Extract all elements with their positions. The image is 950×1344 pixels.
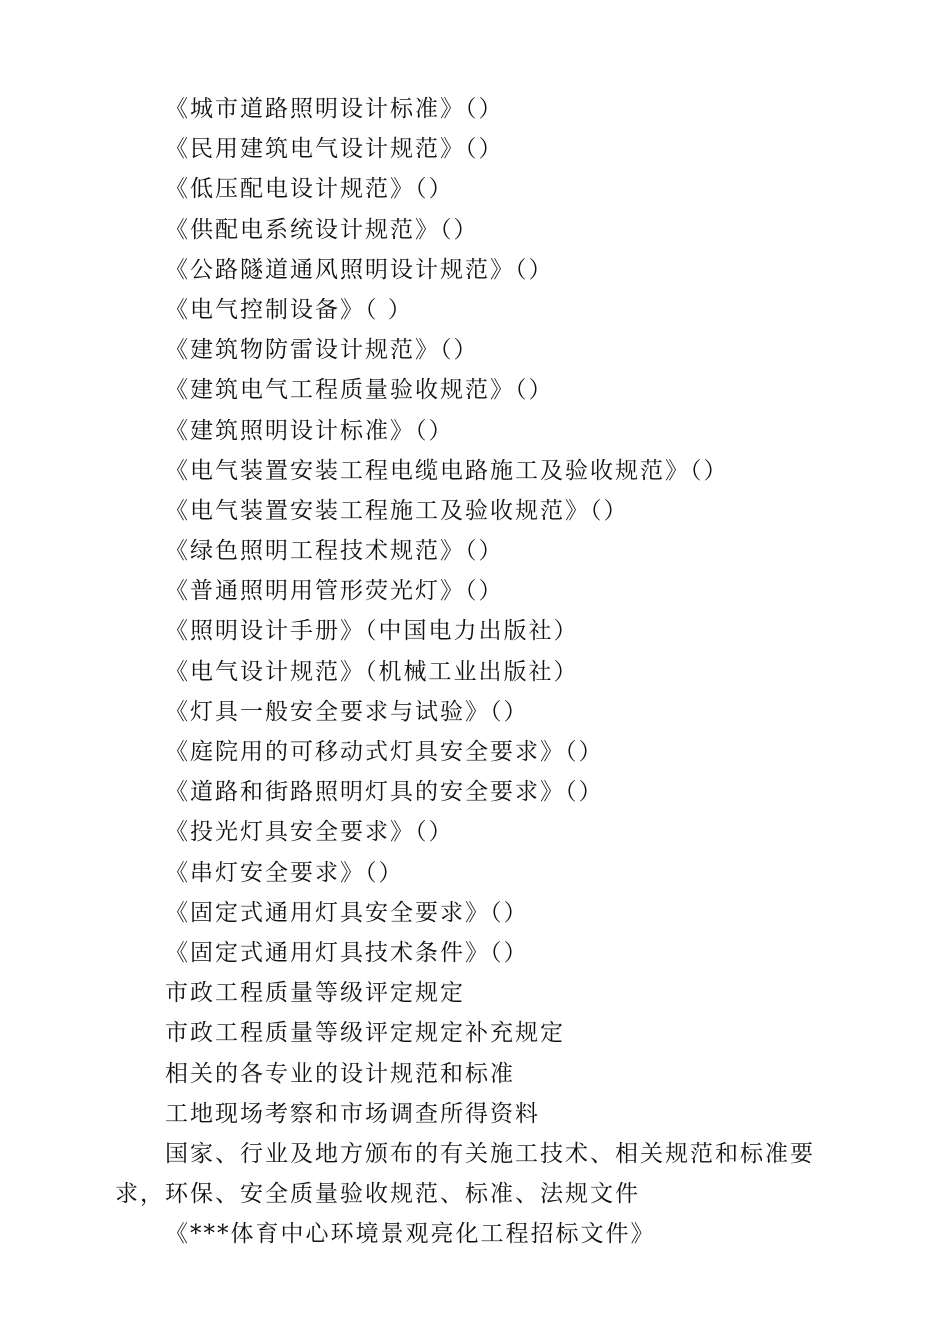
- reference-item: 《照明设计手册》（中国电力出版社）: [165, 618, 579, 645]
- reference-item: 《城市道路照明设计标准》（）: [165, 96, 504, 122]
- reference-item: 《建筑照明设计标准》（）: [165, 417, 454, 444]
- reference-item: 《供配电系统设计规范》（）: [165, 216, 479, 243]
- reference-item: 《投光灯具安全要求》（）: [165, 819, 454, 846]
- reference-item: 《庭院用的可移动式灯具安全要求》（）: [165, 739, 604, 765]
- reference-item: 《普通照明用管形荧光灯》（）: [165, 578, 504, 605]
- reference-item: 《电气设计规范》（机械工业出版社）: [165, 658, 579, 685]
- reference-item: 《***体育中心环境景观亮化工程招标文件》: [165, 1221, 656, 1248]
- reference-item: 市政工程质量等级评定规定: [165, 980, 465, 1007]
- reference-item: 《建筑电气工程质量验收规范》（）: [165, 377, 554, 404]
- reference-item: 市政工程质量等级评定规定补充规定: [165, 1020, 565, 1047]
- reference-item: 《绿色照明工程技术规范》（）: [165, 538, 504, 565]
- reference-item: 国家、行业及地方颁布的有关施工技术、相关规范和标准要: [165, 1140, 815, 1167]
- reference-item: 《道路和街路照明灯具的安全要求》（）: [165, 779, 604, 806]
- reference-item: 《灯具一般安全要求与试验》（）: [165, 698, 529, 725]
- reference-item: 《建筑物防雷设计规范》（）: [165, 337, 479, 364]
- reference-item-continuation: 求，环保、安全质量验收规范、标准、法规文件: [115, 1181, 640, 1208]
- reference-item: 《低压配电设计规范》（）: [165, 176, 454, 203]
- reference-item: 《电气控制设备》（ ）: [165, 296, 413, 323]
- reference-list: [0, 89, 950, 1254]
- reference-item: 《串灯安全要求》（）: [165, 859, 404, 886]
- reference-item: 《电气装置安装工程电缆电路施工及验收规范》（）: [165, 457, 729, 484]
- reference-item: 相关的各专业的设计规范和标准: [165, 1060, 515, 1087]
- reference-item: 《固定式通用灯具技术条件》（）: [165, 939, 529, 966]
- reference-item: 工地现场考察和市场调查所得资料: [165, 1100, 540, 1127]
- reference-item: 《电气装置安装工程施工及验收规范》（）: [165, 497, 629, 524]
- reference-item: 《公路隧道通风照明设计规范》（）: [165, 256, 554, 283]
- reference-item: 《固定式通用灯具安全要求》（）: [165, 899, 529, 926]
- reference-item: 《民用建筑电气设计规范》（）: [165, 136, 504, 163]
